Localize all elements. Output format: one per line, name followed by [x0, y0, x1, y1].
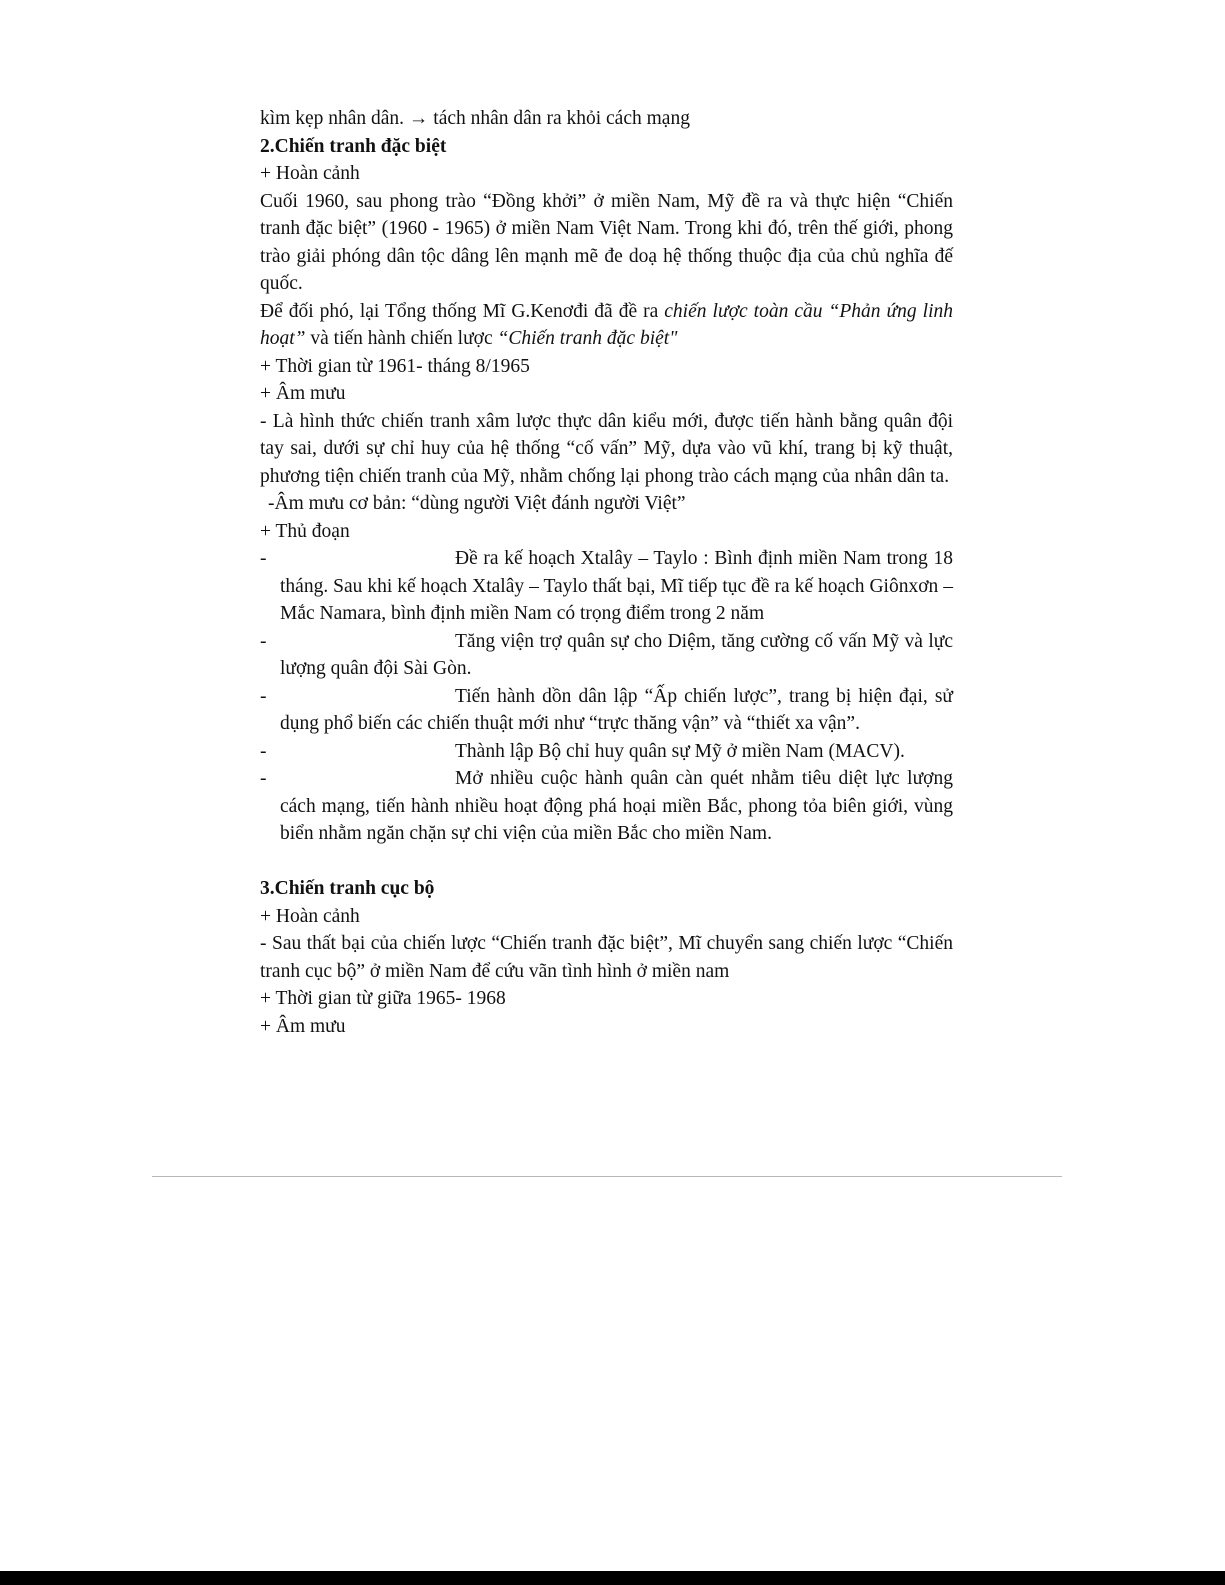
bottom-edge-bar: [0, 1571, 1225, 1585]
page-divider: [152, 1176, 1062, 1177]
list-dash: -: [260, 548, 267, 569]
list-dash: -: [260, 685, 267, 707]
list-item: [260, 628, 953, 683]
list-dash: -: [260, 768, 267, 789]
list-dash: -: [260, 740, 267, 762]
section-3-context-label: + Hoàn cảnh: [260, 905, 360, 927]
tactic-text: Đề ra kế hoạch Xtalây – Taylo : Bình định miền Nam trong 18 tháng. Sau khi kế hoạch Xtalây – Taylo thất bại, Mĩ tiếp tục đề ra kế hoạch Giônxơn – Mắc Namara, bình định miền Nam có trọng điểm trong 2 năm: [280, 548, 953, 624]
list-item: [260, 765, 953, 848]
tactic-text: Tăng viện trợ quân sự cho Diệm, tăng cường cố vấn Mỹ và lực lượng quân đội Sài Gòn.: [280, 630, 953, 679]
list-item: [260, 738, 953, 766]
tactics-list: [260, 545, 953, 848]
section-3-plot-label: + Âm mưu: [260, 1015, 346, 1037]
list-item: [260, 683, 953, 738]
section-3-heading: 3.Chiến tranh cục bộ: [260, 878, 435, 899]
section-2-plot-label: + Âm mưu: [260, 383, 346, 404]
intro-line: kìm kẹp nhân dân. → tách nhân dân ra khỏi cách mạng: [260, 108, 690, 129]
response-italic-war: “Chiến tranh đặc biệt": [497, 328, 678, 349]
section-2-context-paragraph: Cuối 1960, sau phong trào “Đồng khởi” ở miền Nam, Mỹ đề ra và thực hiện “Chiến tranh đặc biệt” (1960 - 1965) ở miền Nam Việt Nam. Trong khi đó, trên thế giới, phong trào giải phóng dân tộc dâng lên mạnh mẽ đe doạ hệ thống thuộc địa của chủ nghĩa đế quốc.: [260, 190, 953, 294]
document-body: [260, 105, 953, 1040]
list-item: [260, 545, 953, 628]
section-2-heading: 2.Chiến tranh đặc biệt: [260, 135, 447, 157]
section-2-plot-paragraph: - Là hình thức chiến tranh xâm lược thực dân kiểu mới, được tiến hành bằng quân đội tay sai, dưới sự chỉ huy của hệ thống “cố vấn” Mỹ, dựa vào vũ khí, trang bị kỹ thuật, phương tiện chiến tranh của Mỹ, nhằm chống lại phong trào cách mạng của nhân dân ta.: [260, 410, 953, 487]
tactic-text: Thành lập Bộ chỉ huy quân sự Mỹ ở miền Nam (MACV).: [455, 740, 905, 762]
section-3-time-label: + Thời gian từ giữa 1965- 1968: [260, 988, 506, 1009]
section-2-response-paragraph: [260, 298, 953, 353]
response-italic-strategy: chiến lược toàn cầu “Phản ứng linh hoạt”: [260, 300, 953, 349]
section-3-context-paragraph: - Sau thất bại của chiến lược “Chiến tranh đặc biệt”, Mĩ chuyển sang chiến lược “Chiến tranh cục bộ” ở miền Nam để cứu vãn tình hình ở miền nam: [260, 933, 953, 982]
section-2-tactics-label: + Thủ đoạn: [260, 520, 350, 542]
list-dash: -: [260, 630, 267, 652]
blank-line: [260, 848, 953, 876]
section-2-time-label: + Thời gian từ 1961- tháng 8/1965: [260, 355, 530, 377]
tactic-text: Mở nhiều cuộc hành quân càn quét nhằm tiêu diệt lực lượng cách mạng, tiến hành nhiều hoạt động phá hoại miền Bắc, phong tỏa biên giới, vùng biển nhằm ngăn chặn sự chi viện của miền Bắc cho miền Nam.: [280, 768, 953, 844]
response-prefix: Để đối phó, lại Tổng thống Mĩ G.Kenơđi đã đề ra: [260, 300, 665, 322]
section-2-context-label: + Hoàn cảnh: [260, 163, 360, 184]
tactic-text: Tiến hành dồn dân lập “Ấp chiến lược”, trang bị hiện đại, sử dụng phổ biến các chiến thuật mới như “trực thăng vận” và “thiết xa vận”.: [280, 685, 953, 734]
section-2-plot-basic: -Âm mưu cơ bản: “dùng người Việt đánh người Việt”: [268, 493, 686, 514]
response-middle: và tiến hành chiến lược: [305, 328, 498, 349]
